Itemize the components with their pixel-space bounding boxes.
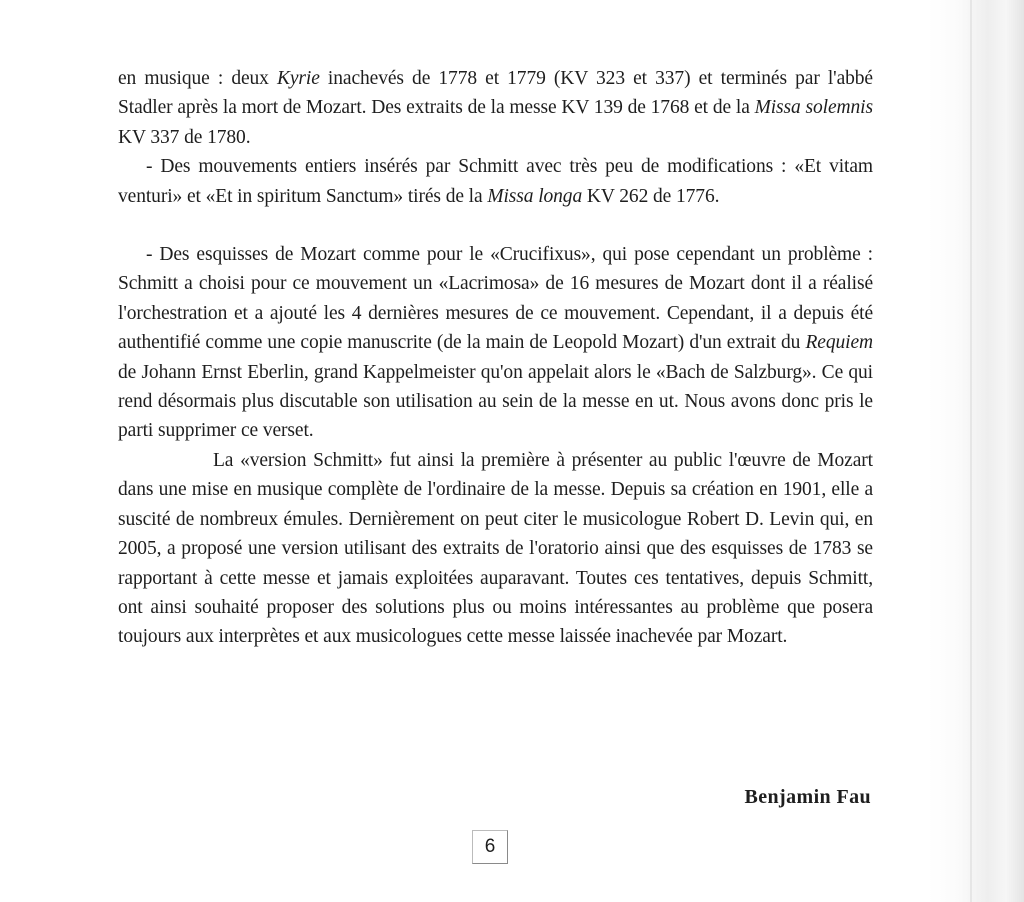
scan-edge-shadow — [928, 0, 1024, 902]
page-number: 6 — [472, 830, 508, 864]
scan-fold-line — [970, 0, 972, 902]
author-signature: Benjamin Fau — [744, 786, 871, 808]
body-text — [118, 64, 873, 652]
paragraph-3: - Des esquisses de Mozart comme pour le «Crucifixus», qui pose cependant un problème : Schmitt a choisi pour ce mouvement un «Lacrimosa» de 16 mesures de Mozart dont il a réalisé l'orchestration et a ajouté les 4 dernières mesures de ce mouvement. Cependant, il a depuis été authentifié comme une copie manuscrite (de la main de Leopold Mozart) d'un extrait du Requiem de Johann Ernst Eberlin, grand Kappelmeister qu'on appelait alors le «Bach de Salzburg». Ce qui rend désormais plus discutable son utilisation au sein de la messe en ut. Nous avons donc pris le parti supprimer ce verset. — [118, 244, 873, 442]
paragraph-1: en musique : deux Kyrie inachevés de 1778 et 1779 (KV 323 et 337) et terminés par l'abbé Stadler après la mort de Mozart. Des extraits de la messe KV 139 de 1768 et de la Missa solemnis KV 337 de 1780. — [118, 68, 873, 148]
paragraph-2: - Des mouvements entiers insérés par Schmitt avec très peu de modifications : «Et vitam venturi» et «Et in spiritum Sanctum» tirés de la Missa longa KV 262 de 1776. — [118, 156, 873, 207]
paragraph-4: La «version Schmitt» fut ainsi la première à présenter au public l'œuvre de Mozart dans une mise en musique complète de l'ordinaire de la messe. Depuis sa création en 1901, elle a suscité de nombreux émules. Dernièrement on peut citer le musicologue Robert D. Levin qui, en 2005, a proposé une version utilisant des extraits de l'oratorio ainsi que des esquisses de 1783 se rapportant à cette messe et jamais exploitées auparavant. Toutes ces tentatives, depuis Schmitt, ont ainsi souhaité proposer des solutions plus ou moins intéressantes au problème que posera toujours aux interprètes et aux musicologues cette messe laissée inachevée par Mozart. — [118, 449, 873, 648]
